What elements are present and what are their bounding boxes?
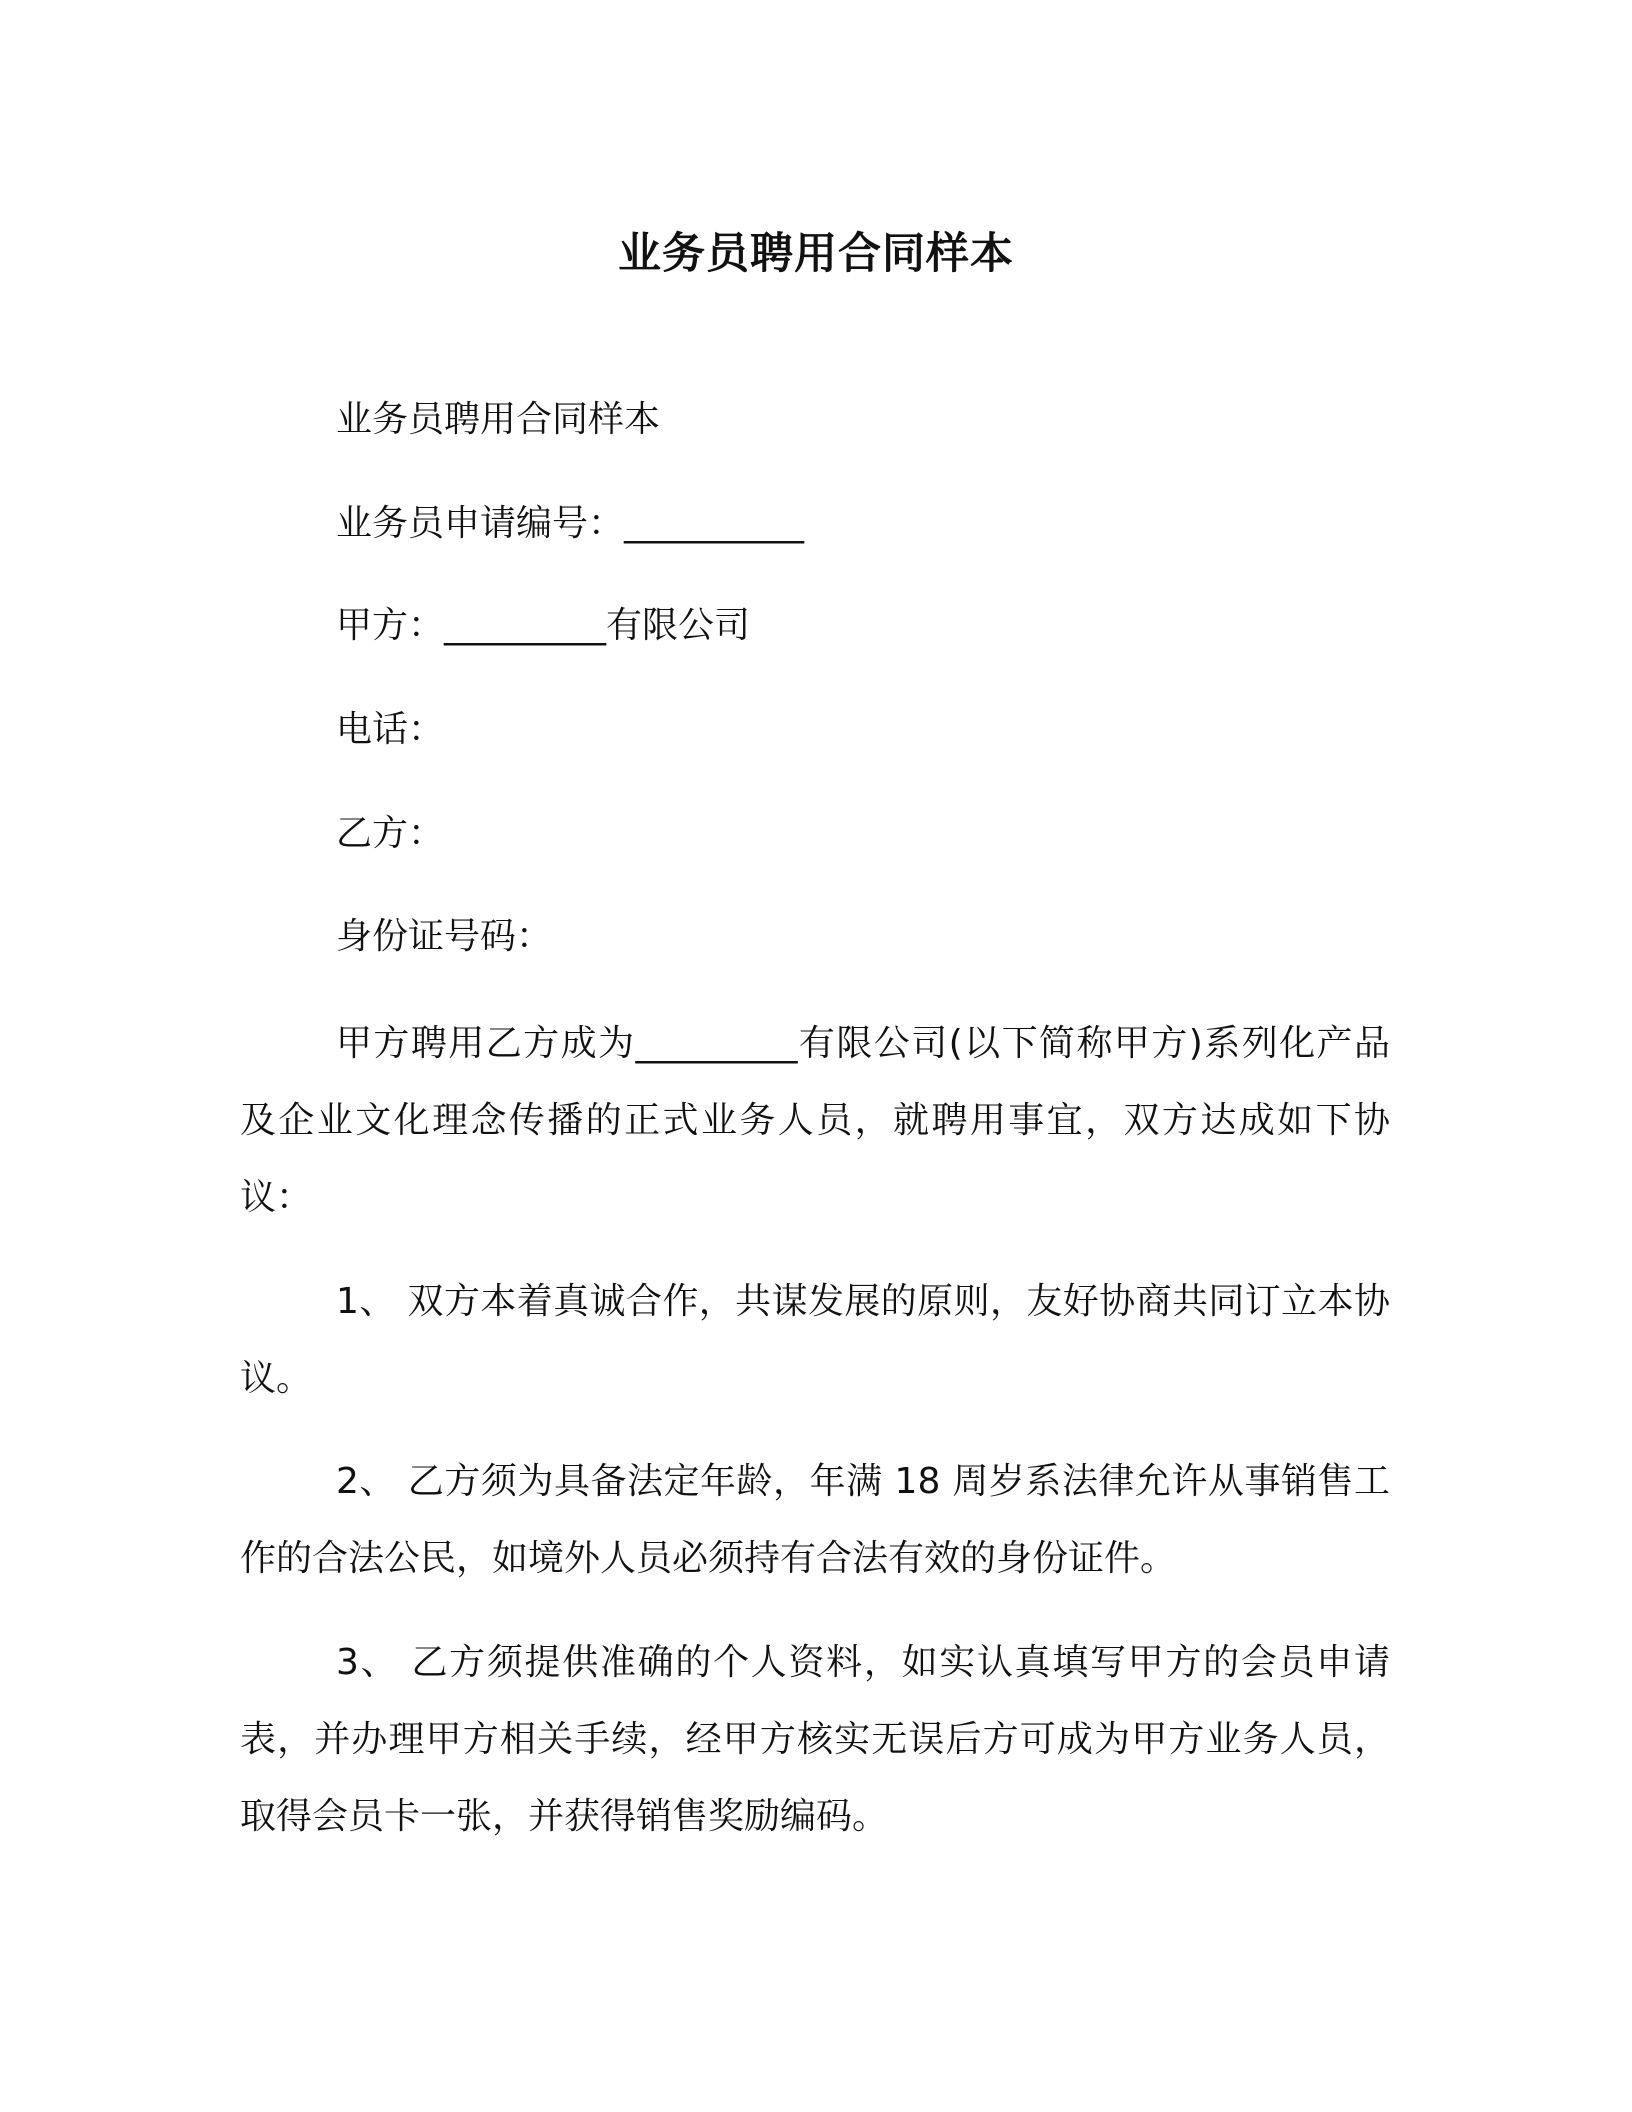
subtitle-line: 业务员聘用合同样本 xyxy=(336,399,661,440)
intro-paragraph: 甲方聘用乙方成为_________有限公司(以下简称甲方)系列化产品及企业文化理念传播的正式业务人员，就聘用事宜，双方达成如下协议： xyxy=(240,1023,1390,1218)
clause-2-paragraph: 2、 乙方须为具备法定年龄，年满 18 周岁系法律允许从事销售工作的合法公民，如境外人员必须持有合法有效的身份证件。 xyxy=(240,1461,1390,1579)
phone-line: 电话： xyxy=(336,709,445,750)
party-a-line: 甲方：_________有限公司 xyxy=(336,605,751,646)
id-number-line: 身份证号码： xyxy=(336,916,553,957)
clause-1-paragraph: 1、 双方本着真诚合作，共谋发展的原则，友好协商共同订立本协议。 xyxy=(240,1281,1390,1399)
application-number-line: 业务员申请编号：__________ xyxy=(336,503,805,544)
party-b-line: 乙方： xyxy=(336,813,445,854)
clause-3-paragraph: 3、 乙方须提供准确的个人资料，如实认真填写甲方的会员申请表，并办理甲方相关手续，经甲方核实无误后方可成为甲方业务人员，取得会员卡一张，并获得销售奖励编码。 xyxy=(240,1642,1390,1837)
document-title: 业务员聘用合同样本 xyxy=(618,229,1014,279)
